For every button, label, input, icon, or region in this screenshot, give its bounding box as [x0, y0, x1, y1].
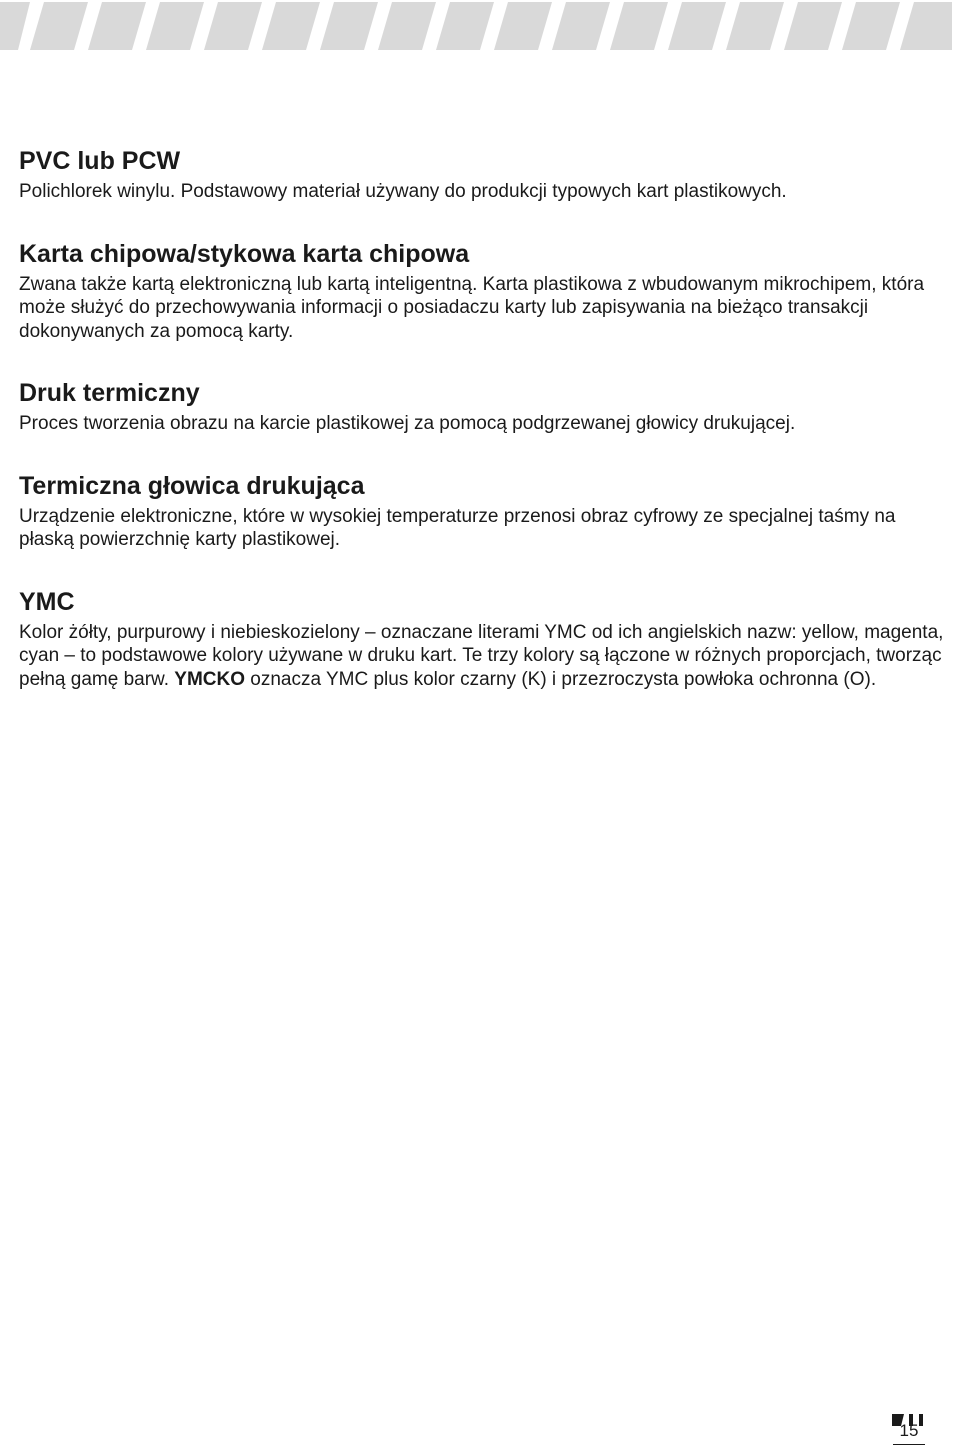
entry-definition: Proces tworzenia obrazu na karcie plastikowej za pomocą podgrzewanej głowicy drukującej. — [19, 413, 796, 434]
glossary-entry-pvc — [19, 146, 944, 204]
definition-text: oznacza YMC plus kolor czarny (K) i przezroczysta powłoka ochronna (O). — [245, 668, 877, 690]
entry-term: PVC lub PCW — [19, 147, 181, 175]
entry-definition — [19, 621, 944, 692]
definition-emphasis: YMCKO — [174, 668, 245, 690]
entry-term: Druk termiczny — [19, 379, 200, 407]
glossary-entry-thermal-head — [19, 471, 944, 552]
entry-term: Karta chipowa/stykowa karta chipowa — [19, 239, 470, 268]
page-number: 15 — [899, 1421, 919, 1440]
page-number-rule — [893, 1444, 925, 1445]
entry-definition: Urządzenie elektroniczne, które w wysokiej temperaturze przenosi obraz cyfrowy ze specjalnej taśmy na płaską powierzchnię karty plastikowej. — [19, 505, 896, 550]
glossary-entry-thermal-print — [19, 378, 944, 436]
entry-term: Termiczna głowica drukująca — [19, 471, 365, 500]
banner-stripes — [0, 2, 952, 50]
glossary-entry-chip-card — [19, 239, 944, 344]
entry-definition: Polichlorek winylu. Podstawowy materiał używany do produkcji typowych kart plastikowych. — [19, 181, 787, 202]
decorative-banner — [0, 0, 960, 52]
entry-term: YMC — [19, 587, 75, 616]
glossary-entry-ymc — [19, 587, 944, 692]
glossary — [19, 146, 944, 726]
definition-text: Kolor żółty, purpurowy i niebieskozielony – oznaczane literami YMC od ich angielskich nazw: yellow, magenta, cyan – to podstawowe kolory używane w druku kart. Te trzy kolory są łączone w różnych proporcjach, tworząc pełną gamę barw. — [19, 621, 944, 690]
entry-definition: Zwana także kartą elektroniczną lub kartą inteligentną. Karta plastikowa z wbudowanym mikrochipem, która może służyć do przechowywania informacji o posiadaczu karty lub zapisywania na bieżąco transakcji dokonywanych za pomocą karty. — [19, 273, 925, 342]
